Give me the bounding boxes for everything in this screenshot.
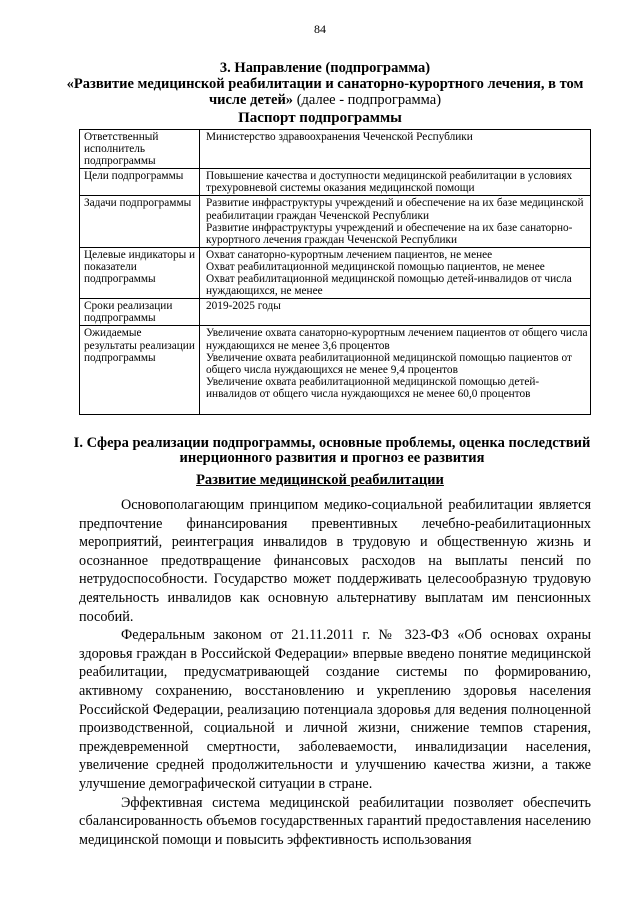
page-number: 84 xyxy=(314,22,326,36)
row-value xyxy=(200,130,591,169)
passport-title: Паспорт подпрограммы xyxy=(238,110,402,126)
value-line: Повышение качества и доступности медицинской реабилитации в условиях трехуровневой системы оказания медицинской помощи xyxy=(206,170,573,195)
row-label: Сроки реализации подпрограммы xyxy=(80,299,200,326)
body-text xyxy=(79,496,591,849)
row-label: Целевые индикаторы и показатели подпрограммы xyxy=(80,247,200,298)
value-line: Развитие инфраструктуры учреждений и обеспечение на их базе медицинской реабилитации граждан Чеченской Республики xyxy=(206,197,584,222)
section-heading: I. Сфера реализации подпрограммы, основные проблемы, оценка последствий инерционного развития и прогноз ее развития xyxy=(73,435,591,466)
value-line: Увеличение охвата реабилитационной медицинской помощью детей-инвалидов от общего числа нуждающихся не менее 60,0 процентов xyxy=(206,375,540,400)
subprogram-name-note: (далее - подпрограмма) xyxy=(293,92,442,108)
row-label: Ожидаемые результаты реализации подпрограммы xyxy=(80,326,200,415)
subprogram-name xyxy=(60,76,590,108)
row-label: Цели подпрограммы xyxy=(80,169,200,196)
passport-table xyxy=(79,129,591,415)
row-value xyxy=(200,299,591,326)
row-value xyxy=(200,247,591,298)
row-value xyxy=(200,196,591,247)
table-row xyxy=(80,196,591,247)
value-line: 2019-2025 годы xyxy=(206,300,281,313)
subprogram-heading xyxy=(60,60,590,108)
paragraph: Основополагающим принципом медико-социальной реабилитации является предпочтение финансирования превентивных лечебно-реабилитационных мероприятий, реинтеграция инвалидов в трудовую и общественную жизнь и осознанное предотвращение финансовых расходов на выплаты пенсий по нетрудоспособности. Государство может поддерживать целесообразную трудовую деятельность инвалидов как основную альтернативу выплатам им пенсионных пособий. xyxy=(79,497,591,625)
table-row xyxy=(80,326,591,415)
row-label: Задачи подпрограммы xyxy=(80,196,200,247)
paragraph: Эффективная система медицинской реабилитации позволяет обеспечить сбалансированность объемов государственных гарантий предоставления населению медицинской помощи и повысить эффективность использования xyxy=(79,794,591,848)
row-label: Ответственный исполнитель подпрограммы xyxy=(80,130,200,169)
value-line: Охват реабилитационной медицинской помощью детей-инвалидов от числа нуждающихся, не менее xyxy=(206,273,572,298)
table-row xyxy=(80,130,591,169)
table-row xyxy=(80,299,591,326)
subsection-heading: Развитие медицинской реабилитации xyxy=(196,472,444,488)
value-line: Охват санаторно-курортным лечением пациентов, не менее xyxy=(206,248,493,261)
value-line: Развитие инфраструктуры учреждений и обеспечение на их базе санаторно-курортного лечения граждан Чеченской Республики xyxy=(206,221,573,246)
value-line: Увеличение охвата реабилитационной медицинской помощью пациентов от общего числа нуждающихся не менее 9,4 процентов xyxy=(206,351,572,376)
table-row xyxy=(80,169,591,196)
value-line: Увеличение охвата санаторно-курортным лечением пациентов от общего числа нуждающихся не менее 3,6 процентов xyxy=(206,327,588,352)
value-line: Министерство здравоохранения Чеченской Республики xyxy=(206,131,473,143)
table-row xyxy=(80,247,591,298)
subprogram-name-bold: «Развитие медицинской реабилитации и санаторно-курортного лечения, в том числе детей» xyxy=(66,76,584,108)
subprogram-number-title: 3. Направление (подпрограмма) xyxy=(219,60,431,76)
row-value xyxy=(200,169,591,196)
value-line: Охват реабилитационной медицинской помощью пациентов, не менее xyxy=(206,260,545,273)
paragraph: Федеральным законом от 21.11.2011 г. № 323-ФЗ «Об основах охраны здоровья граждан в Российской Федерации» впервые введено понятие медицинской реабилитации, предусматривающей создание системы по формированию, активному сохранению, восстановлению и укреплению здоровья населения Российской Федерации, реализацию потенциала здоровья для ведения полноценной производственной, социальной и личной жизни, снижение темпов старения, преждевременной смертности, заболеваемости, инвалидизации населения, увеличение средней продолжительности и улучшению качества жизни, а также улучшение демографической ситуации в стране. xyxy=(79,627,591,792)
row-value xyxy=(200,326,591,415)
